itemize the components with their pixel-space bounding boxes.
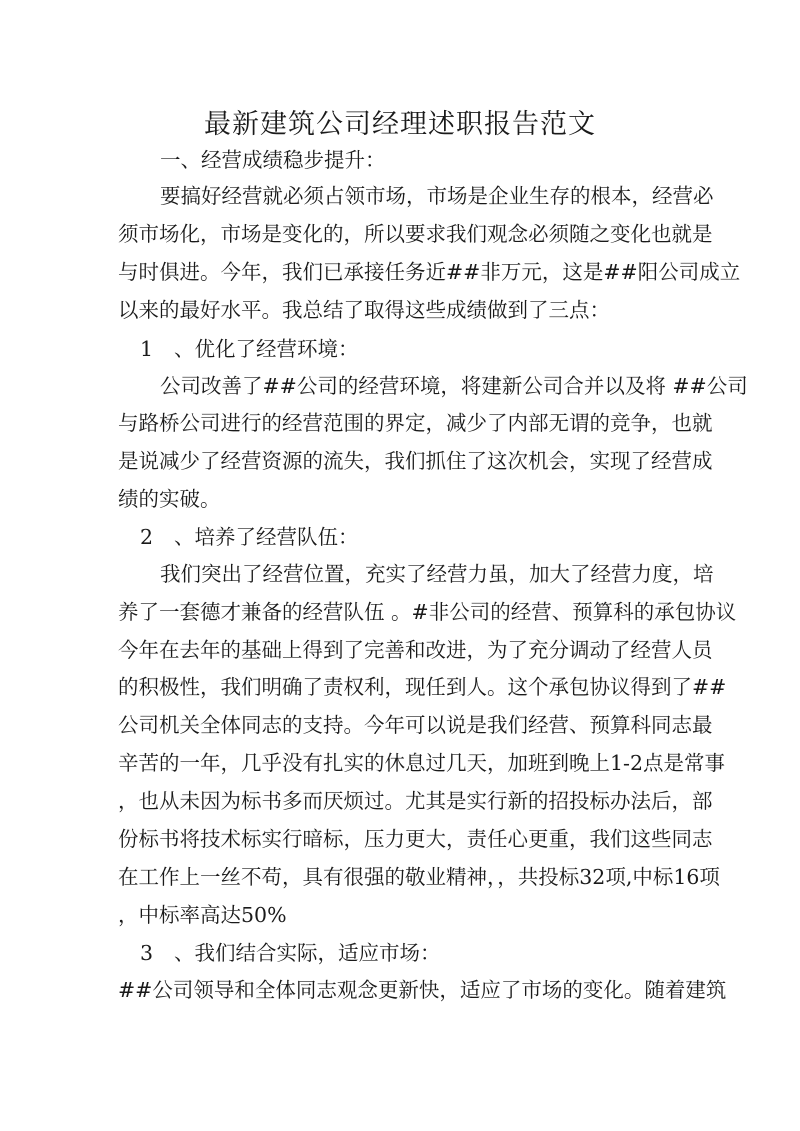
paragraph-line: 与路桥公司进行的经营范围的界定，减少了内部无谓的竞争，也就 <box>118 411 713 435</box>
paragraph-line: 须市场化，市场是变化的，所以要求我们观念必须随之变化也就是 <box>118 222 713 246</box>
paragraph-line: 在工作上一丝不苟，具有很强的敬业精神，，共投标32项,中标16项 <box>118 865 720 889</box>
paragraph-line: 是说减少了经营资源的流失，我们抓住了这次机会，实现了经营成 <box>118 449 713 473</box>
paragraph-line: ，中标率高达50% <box>118 903 287 927</box>
paragraph-line: 辛苦的一年，几乎没有扎实的休息过几天，加班到晚上1-2点是常事 <box>118 751 726 775</box>
paragraph-line: 今年在去年的基础上得到了完善和改进，为了充分调动了经营人员 <box>118 638 713 662</box>
paragraph-line: 绩的实破。 <box>118 487 221 511</box>
paragraph-line: 与时俱进。今年，我们已承接任务近##非万元，这是##阳公司成立 <box>118 260 741 284</box>
subheading-1 <box>140 339 710 360</box>
paragraph-line: 公司机关全体同志的支持。今年可以说是我们经营、预算科同志最 <box>118 713 713 737</box>
subheading-text: 、我们结合实际，适应市场： <box>174 941 441 965</box>
paragraph-line: 公司改善了##公司的经营环境，将建新公司合并以及将 ##公司 <box>160 374 748 398</box>
paragraph-line: ##公司领导和全体同志观念更新快，适应了市场的变化。随着建筑 <box>118 978 727 1002</box>
paragraph-line: 我们突出了经营位置，充实了经营力虽，加大了经营力度，培 <box>160 562 714 586</box>
paragraph-line: ，也从未因为标书多而厌烦过。尤其是实行新的招投标办法后，部 <box>118 789 713 813</box>
paragraph-line: 养了一套德才兼备的经营队伍 。#非公司的经营、预算科的承包协议 <box>118 600 737 624</box>
subheading-number: 2 <box>140 525 154 549</box>
document-title: 最新建筑公司经理述职报告范文 <box>204 109 596 140</box>
section-heading-1: 一、经营成绩稳步提升： <box>160 148 386 172</box>
paragraph-line: 的积极性，我们明确了责权利，现任到人。这个承包协议得到了## <box>118 675 727 699</box>
subheading-number: 1 <box>140 337 154 361</box>
subheading-number: 3 <box>140 941 154 965</box>
subheading-text: 、优化了经营环境： <box>174 337 359 361</box>
subheading-3 <box>140 943 710 964</box>
paragraph-line: 以来的最好水平。我总结了取得这些成绩做到了三点： <box>118 298 610 322</box>
subheading-2 <box>140 527 710 548</box>
paragraph-line: 要搞好经营就必须占领市场，市场是企业生存的根本，经营必 <box>160 184 714 208</box>
paragraph-line: 份标书将技术标实行暗标，压力更大，责任心更重，我们这些同志 <box>118 827 713 851</box>
subheading-text: 、培养了经营队伍： <box>174 525 359 549</box>
